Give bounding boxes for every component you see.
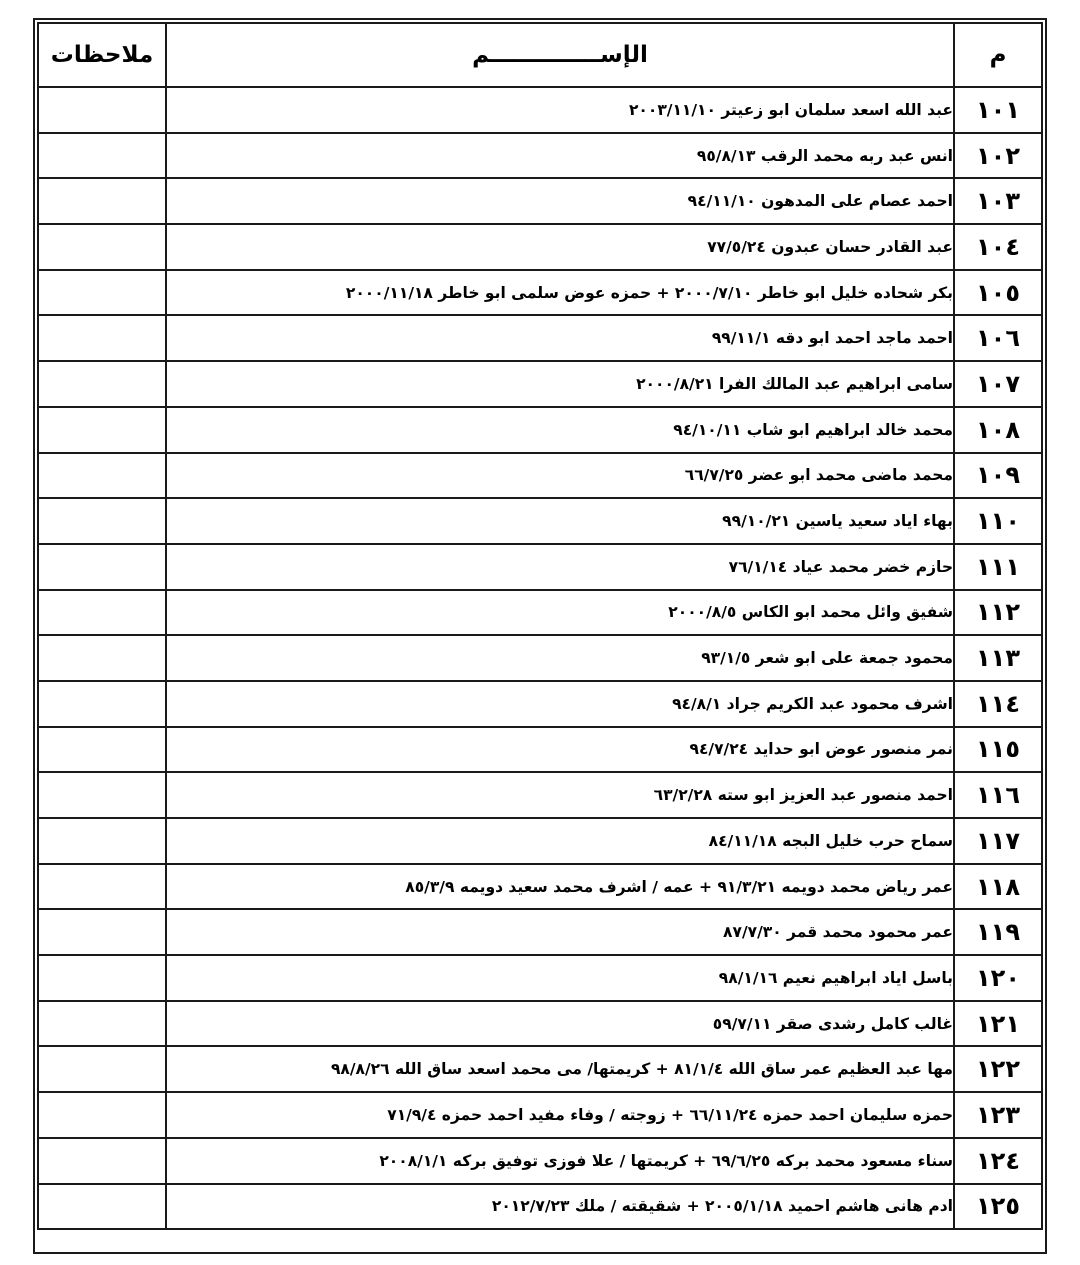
header-name: الإســــــــــــــم — [167, 22, 955, 88]
table-row — [37, 773, 1043, 819]
row-name: غالب كامل رشدى صقر ٥٩/٧/١١ — [167, 1002, 955, 1048]
row-number: ١١٤ — [955, 682, 1043, 728]
row-name: حمزه سليمان احمد حمزه ٦٦/١١/٢٤ + زوجته / وفاء مفيد احمد حمزه ٧١/٩/٤ — [167, 1093, 955, 1139]
row-notes — [37, 362, 167, 408]
table-row — [37, 591, 1043, 637]
row-notes — [37, 910, 167, 956]
header-number: م — [955, 22, 1043, 88]
row-number: ١١١ — [955, 545, 1043, 591]
table-row — [37, 88, 1043, 134]
row-name: عمر محمود محمد قمر ٨٧/٧/٣٠ — [167, 910, 955, 956]
table-row — [37, 1093, 1043, 1139]
row-notes — [37, 88, 167, 134]
row-name: انس عبد ربه محمد الرقب ٩٥/٨/١٣ — [167, 134, 955, 180]
table-row — [37, 636, 1043, 682]
table-row — [37, 545, 1043, 591]
row-number: ١٠٥ — [955, 271, 1043, 317]
row-name: حازم خضر محمد عياد ٧٦/١/١٤ — [167, 545, 955, 591]
row-name: احمد منصور عبد العزيز ابو سته ٦٣/٢/٢٨ — [167, 773, 955, 819]
table-row — [37, 1002, 1043, 1048]
row-number: ١٠٩ — [955, 454, 1043, 500]
row-notes — [37, 545, 167, 591]
row-notes — [37, 1002, 167, 1048]
table-row — [37, 316, 1043, 362]
table-row — [37, 362, 1043, 408]
row-name: سامى ابراهيم عبد المالك الفرا ٢٠٠٠/٨/٢١ — [167, 362, 955, 408]
row-notes — [37, 728, 167, 774]
row-name: باسل اياد ابراهيم نعيم ٩٨/١/١٦ — [167, 956, 955, 1002]
row-name: عبد الله اسعد سلمان ابو زعيتر ٢٠٠٣/١١/١٠ — [167, 88, 955, 134]
row-number: ١٢٢ — [955, 1047, 1043, 1093]
row-name: محمود جمعة على ابو شعر ٩٣/١/٥ — [167, 636, 955, 682]
row-number: ١٢٣ — [955, 1093, 1043, 1139]
row-number: ١٠١ — [955, 88, 1043, 134]
table-row — [37, 865, 1043, 911]
table-row — [37, 728, 1043, 774]
row-notes — [37, 865, 167, 911]
row-notes — [37, 682, 167, 728]
row-number: ١١٩ — [955, 910, 1043, 956]
row-notes — [37, 1093, 167, 1139]
row-number: ١١٧ — [955, 819, 1043, 865]
row-name: احمد عصام على المدهون ٩٤/١١/١٠ — [167, 179, 955, 225]
row-notes — [37, 271, 167, 317]
row-notes — [37, 591, 167, 637]
row-notes — [37, 454, 167, 500]
row-name: شفيق وائل محمد ابو الكاس ٢٠٠٠/٨/٥ — [167, 591, 955, 637]
row-notes — [37, 956, 167, 1002]
row-number: ١٠٨ — [955, 408, 1043, 454]
row-notes — [37, 1185, 167, 1231]
row-name: بهاء اياد سعيد ياسين ٩٩/١٠/٢١ — [167, 499, 955, 545]
row-number: ١١٥ — [955, 728, 1043, 774]
table-row — [37, 1047, 1043, 1093]
table-row — [37, 910, 1043, 956]
row-number: ١٢١ — [955, 1002, 1043, 1048]
header-row — [37, 22, 1043, 88]
row-number: ١٠٣ — [955, 179, 1043, 225]
row-notes — [37, 773, 167, 819]
table-row — [37, 956, 1043, 1002]
row-number: ١٢٥ — [955, 1185, 1043, 1231]
table-row — [37, 1185, 1043, 1231]
table-row — [37, 499, 1043, 545]
table-row — [37, 682, 1043, 728]
row-number: ١١٦ — [955, 773, 1043, 819]
table-row — [37, 179, 1043, 225]
table-row — [37, 454, 1043, 500]
row-name: عمر رياض محمد دويمه ٩١/٣/٢١ + عمه / اشرف محمد سعيد دويمه ٨٥/٣/٩ — [167, 865, 955, 911]
row-number: ١١٣ — [955, 636, 1043, 682]
row-name: بكر شحاده خليل ابو خاطر ٢٠٠٠/٧/١٠ + حمزه عوض سلمى ابو خاطر ٢٠٠٠/١١/١٨ — [167, 271, 955, 317]
row-name: اشرف محمود عبد الكريم جراد ٩٤/٨/١ — [167, 682, 955, 728]
row-name: نمر منصور عوض ابو حدايد ٩٤/٧/٢٤ — [167, 728, 955, 774]
table-row — [37, 225, 1043, 271]
row-name: احمد ماجد احمد ابو دقه ٩٩/١١/١ — [167, 316, 955, 362]
row-notes — [37, 636, 167, 682]
row-name: سناء مسعود محمد بركه ٦٩/٦/٢٥ + كريمتها / علا فوزى توفيق بركه ٢٠٠٨/١/١ — [167, 1139, 955, 1185]
row-notes — [37, 316, 167, 362]
row-name: سماح حرب خليل البجه ٨٤/١١/١٨ — [167, 819, 955, 865]
row-number: ١١٨ — [955, 865, 1043, 911]
row-notes — [37, 225, 167, 271]
row-notes — [37, 134, 167, 180]
row-notes — [37, 499, 167, 545]
row-number: ١٠٧ — [955, 362, 1043, 408]
row-number: ١١٠ — [955, 499, 1043, 545]
row-notes — [37, 819, 167, 865]
row-number: ١٠٢ — [955, 134, 1043, 180]
table-row — [37, 271, 1043, 317]
table-row — [37, 134, 1043, 180]
row-name: مها عبد العظيم عمر ساق الله ٨١/١/٤ + كريمتها/ مى محمد اسعد ساق الله ٩٨/٨/٢٦ — [167, 1047, 955, 1093]
row-name: عبد القادر حسان عبدون ٧٧/٥/٢٤ — [167, 225, 955, 271]
row-name: ادم هانى هاشم احميد ٢٠٠٥/١/١٨ + شقيقته / ملك ٢٠١٢/٧/٢٣ — [167, 1185, 955, 1231]
row-name: محمد خالد ابراهيم ابو شاب ٩٤/١٠/١١ — [167, 408, 955, 454]
row-number: ١٢٤ — [955, 1139, 1043, 1185]
row-number: ١٠٦ — [955, 316, 1043, 362]
table-row — [37, 1139, 1043, 1185]
row-number: ١١٢ — [955, 591, 1043, 637]
header-notes: ملاحظات — [37, 22, 167, 88]
table-row — [37, 408, 1043, 454]
names-table — [37, 22, 1043, 1230]
row-notes — [37, 1139, 167, 1185]
row-number: ١٢٠ — [955, 956, 1043, 1002]
row-notes — [37, 179, 167, 225]
row-number: ١٠٤ — [955, 225, 1043, 271]
row-notes — [37, 1047, 167, 1093]
table-row — [37, 819, 1043, 865]
row-notes — [37, 408, 167, 454]
row-name: محمد ماضى محمد ابو عضر ٦٦/٧/٢٥ — [167, 454, 955, 500]
